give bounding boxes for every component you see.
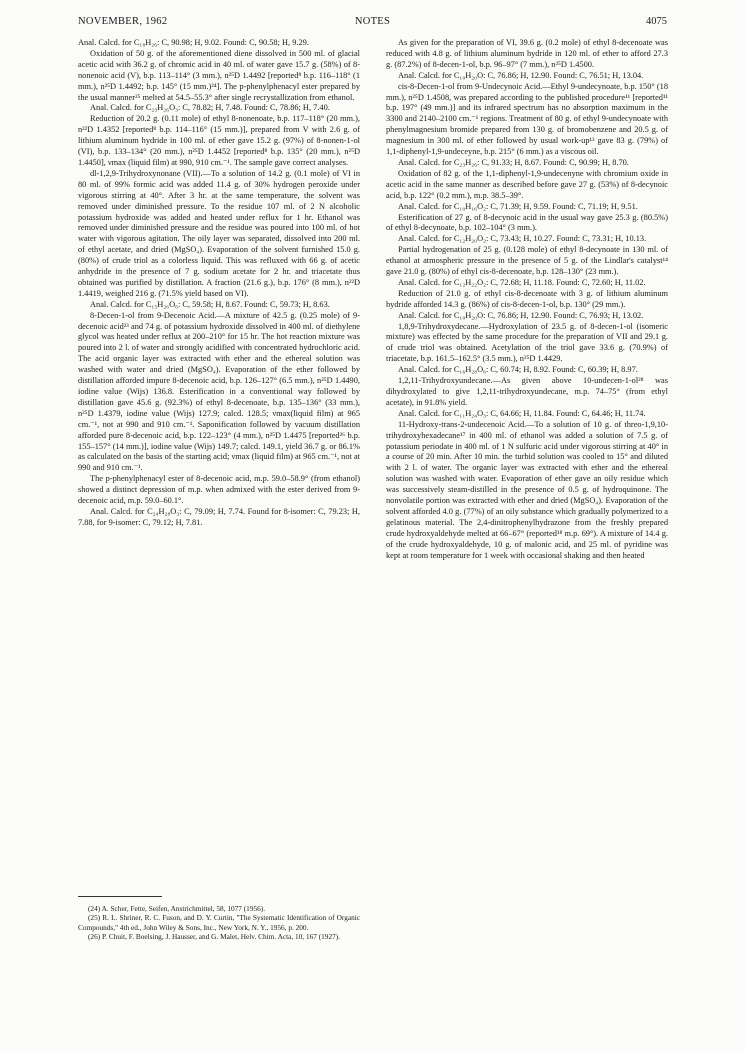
left-column (78, 38, 360, 529)
paragraph: Anal. Calcd. for C₂₃H₂₆: C, 91.33; H, 8.67. Found: C, 90.99; H, 8.70. (398, 157, 629, 167)
paragraph: Anal. Calcd. for C₁₀H₂₀O: C, 76.86; H, 12.90. Found: C, 76.93; H, 13.02. (398, 310, 644, 320)
paragraph: Esterification of 27 g. of 8-decynoic acid in the usual way gave 25.3 g. (80.5%) of ethyl 8-decynoate, b.p. 102–104° (3 mm.). (386, 212, 668, 233)
paragraph: 11-Hydroxy-trans-2-undecenoic Acid.—To a solution of 10 g. of threo-1,9,10-trihydroxyhexadecane¹⁷ in 400 ml. of ethanol was added a solution of 7.5 g. of potassium periodate in 400 ml. of 1 N sulfuric acid under vigorous stirring at 40° in a course of 20 min. After 10 min. the turbid solution was cooled to 15° and diluted with 2 l. of water. The organic layer was extracted with ether and the ethereal solution was washed with water. Evaporation of ether gave an oily residue which was successively steam-distilled in the presence of 0.5 g. of hydroquinone. The nonvolatile portion was extracted with ether and dried (MgSO₄). Evaporation of the solvent afforded 4.0 g. (77%) of an oily substance which gradually polymerized to a gelatinous material. The 2,4-dinitrophenylhydrazone from the freshly prepared crude hydroxyaldehyde melted at 66–67° (reported¹⁸ m.p. 69°). A mixture of 14.4 g. of the crude hydroxyaldehyde, 10 g. of malonic acid, and 25 ml. of pyridine was kept at room temperature for 1 week with occasional shaking and then heated (386, 419, 668, 560)
paragraph: 8-Decen-1-ol from 9-Decenoic Acid.—A mixture of 42.5 g. (0.25 mole) of 9-decenoic acid²³ and 74 g. of potassium hydroxide dissolved in 400 ml. of diethylene glycol was heated under reflux at 200–210° for 15 hr. The hot reaction mixture was poured into 2 l. of water and strongly acidified with concentrated hydrochloric acid. The acid organic layer was extracted with ether and the ethereal solution was washed with water and dried (MgSO₄). Evaporation of the ether followed by distillation afforded impure 8-decenoic acid, b.p. 126–127° (6.5 mm.), n²⁵D 1.4490, iodine value (Wijs) 136.8. Esterification in a conventional way followed by distillation gave 45.6 g. (92.3%) of ethyl 8-decenoate, b.p. 135–136° (33 mm.), n²⁵D 1.4379, iodine value (Wijs) 127.9; calcd. 128.5; νmax(liquid film) at 965 cm.⁻¹, not at 990 and 910 cm.⁻¹. Saponification followed by vacuum distillation afforded pure 8-decenoic acid, b.p. 122–123° (4 mm.), n²⁵D 1.4475 [reported²⁶ b.p. 155–157° (14 mm.)], iodine value (Wijs) 149.7; calcd. 149.1, yield 36.7 g. or 86.1% as calculated on the basis of the starting acid; νmax (liquid film) at 965 cm.⁻¹, not at 990 and 910 cm.⁻¹. (78, 310, 360, 473)
footnote: (26) P. Chuit, F. Boelsing, J. Hausser, and G. Malet, Helv. Chim. Acta, 10, 167 (1927). (88, 932, 340, 942)
paragraph: Reduction of 21.0 g. of ethyl cis-8-decenoate with 3 g. of lithium aluminum hydride afforded 14.3 g. (86%) of cis-8-decen-1-ol, b.p. 130° (29 mm.). (386, 288, 668, 309)
paragraph: Partial hydrogenation of 25 g. (0.128 mole) of ethyl 8-decynoate in 130 ml. of ethanol at atmospheric pressure in the presence of 5 g. of the Lindlar's catalyst¹⁴ gave 21.0 g. (80%) of ethyl cis-8-decenoate, b.p. 128–130° (23 mm.). (386, 245, 668, 277)
header-section: NOTES (354, 16, 391, 27)
header-date: NOVEMBER, 1962 (78, 16, 168, 27)
paragraph: 1,8,9-Trihydroxydecane.—Hydroxylation of 23.5 g. of 8-decen-1-ol (isomeric mixture) was effected by the same procedure for the preparation of VII and 29.1 g. of crude triol was obtained. Acetylation of the triol gave 33.6 g. (70.9%) of triacetate, b.p. 161.5–162.5° (3.5 mm.), n²⁵D 1.4429. (386, 321, 668, 364)
paragraph: Anal. Calcd. for C₁₁H₂₄O₃: C, 64.66; H, 11.84. Found: C, 64.46; H, 11.74. (398, 408, 646, 418)
running-header (78, 16, 667, 30)
paragraph: Reduction of 20.2 g. (0.11 mole) of ethyl 8-nonenoate, b.p. 117–118° (20 mm.), n²²D 1.4352 [reported⁸ b.p. 114–116° (15 mm.)], prepared from V with 2.6 g. of lithium aluminum hydride in 100 ml. of ether gave 15.2 g. (97%) of 8-nonen-1-ol (VI), b.p. 133–134° (20 mm.), n²⁵D 1.4452 [reported⁸ b.p. 135° (20 mm.), n²⁵D 1.4450], νmax (liquid film) at 990, 910 cm.⁻¹. The sample gave correct analyses. (78, 114, 360, 167)
right-column (386, 38, 668, 562)
paragraph: Anal. Calcd. for C₁₀H₂₀O: C, 76.86; H, 12.90. Found: C, 76.51; H, 13.04. (398, 70, 644, 80)
paragraph: The p-phenylphenacyl ester of 8-decenoic acid, m.p. 59.0–58.9° (from ethanol) showed a distinct depression of m.p. when admixed with the ester derived from 9-decenoic acid, m.p. 59.0–60.1°. (78, 474, 360, 506)
paragraph: Anal. Calcd. for C₁₂H₂₂O₂: C, 72.68; H, 11.18. Found: C, 72.60; H, 11.02. (398, 277, 646, 287)
paragraph: Anal. Calcd. for C₁₆H₂₈O₆: C, 60.74; H, 8.92. Found: C, 60.39; H, 8.97. (398, 365, 638, 375)
paragraph: cis-8-Decen-1-ol from 9-Undecynoic Acid.—Ethyl 9-undecynoate, b.p. 150° (18 mm.), n²⁵D 1.4508, was prepared according to the published procedure¹¹ [reported¹¹ b.p. 197° (49 mm.)] and its infrared spectrum has no absorption maximum in the 3300 and 2140–2100 cm.⁻¹ regions. Treatment of 80 g. of ethyl 9-undecynoate with phenylmagnesium bromide prepared from 130 g. of bromobenzene and 20.5 g. of magnesium in 300 ml. of ether followed by usual work-up¹³ gave 83 g. (79%) of 1,1-diphenyl-1,9-undeceyne, b.p. 215° (6 mm.) as a viscous oil. (386, 81, 668, 157)
footnote-divider (78, 896, 162, 897)
paragraph: Oxidation of 50 g. of the aforementioned diene dissolved in 500 ml. of glacial acetic acid with 36.2 g. of chromic acid in 40 ml. of water gave 15.7 g. (58%) of 8-nonenoic acid (V), b.p. 113–114° (3 mm.), n²⁵D 1.4492 [reported⁸ b.p. 116–118° (1 mm.), n²⁵D 1.4492; b.p. 145° (15 mm.)²⁴]. The p-phenylphenacyl ester prepared by the usual manner²⁵ melted at 54.5–55.3° after single recrystallization from ethanol. (78, 48, 360, 102)
paragraph: Oxidation of 82 g. of the 1,1-diphenyl-1,9-undecenyne with chromium oxide in acetic acid in the same manner as described before gave 27 g. (53%) of 8-decynoic acid, b.p. 122° (0.2 mm.), m.p. 38.5–39°. (386, 168, 668, 200)
footnotes (78, 904, 360, 942)
footnote: (25) R. L. Shriner, R. C. Fuson, and D. Y. Curtin, "The Systematic Identification of Organic Compounds," 4th ed., John Wiley & Sons, Inc., New York, N. Y., 1956, p. 200. (78, 913, 360, 932)
paragraph: Anal. Calcd. for C₁₀H₁₆O₂: C, 71.39; H, 9.59. Found: C, 71.19; H, 9.51. (398, 201, 638, 211)
paragraph: Anal. Calcd. for C₁₈H₂₆: C, 90.98; H, 9.02. Found: C, 90.58; H, 9.29. (78, 38, 309, 47)
paragraph: 1,2,11-Trihydroxyundecane.—As given above 10-undecen-1-ol²⁸ was dihydroxylated to give 1,2,11-trihydroxyundecane, m.p. 74–75° (from ethyl acetate), in 91.8% yield. (386, 376, 668, 407)
footnote: (24) A. Scher, Fette, Seifen, Anstrichmittel, 58, 1077 (1956). (88, 904, 266, 913)
page-number: 4075 (646, 16, 667, 27)
paragraph: Anal. Calcd. for C₂₄H₂₈O₃: C, 79.09; H, 7.74. Found for 8-isomer: C, 79.23; H, 7.88, for 9-isomer: C, 79.12; H, 7.81. (78, 506, 360, 527)
paragraph: Anal. Calcd. for C₁₂H₂₀O₂: C, 73.43; H, 10.27. Found: C, 73.31; H, 10.13. (398, 234, 647, 244)
paragraph: As given for the preparation of VI, 39.6 g. (0.2 mole) of ethyl 8-decenoate was reduced with 4.8 g. of lithium aluminum hydride in 120 ml. of ether to afford 27.3 g. (87.2%) of 8-decen-1-ol, b.p. 96–97° (7 mm.), n²⁵D 1.4500. (386, 38, 668, 69)
paragraph: dl-1,2,9-Trihydroxynonane (VII).—To a solution of 14.2 g. (0.1 mole) of VI in 80 ml. of 99% formic acid was added 11.4 g. of 30% hydrogen peroxide under vigorous stirring at 40°. After 3 hr. at the same temperature, the solvent was removed under diminished pressure. To the residue 107 ml. of 2 N alcoholic potassium hydroxide was added and heated under reflux for 1 hr. Ethanol was removed under diminished pressure and the residue was poured into 100 ml. of hot water with vigorous agitation. The oily layer was separated, dissolved into 200 ml. of ethyl acetate, and dried (MgSO₄). Evaporation of the solvent furnished 15.0 g. (80%) of crude triol as a colorless liquid. This was refluxed with 66 g. of acetic anhydride in the presence of 7 g. sodium acetate for 2 hr. and triacetate thus obtained was purified by distillation. A fraction (21.6 g.), b.p. 176° (8 mm.), n²²D 1.4419, weighed 216 g. (71.5% yield based on VI). (78, 168, 360, 298)
paragraph: Anal. Calcd. for C₂₃H₂₆O₃: C, 78.82; H, 7.48. Found: C, 78.86; H, 7.40. (90, 103, 330, 113)
paragraph: Anal. Calcd. for C₁₅H₂₆O₆: C, 59.58; H, 8.67. Found: C, 59.73; H, 8.63. (90, 299, 330, 309)
